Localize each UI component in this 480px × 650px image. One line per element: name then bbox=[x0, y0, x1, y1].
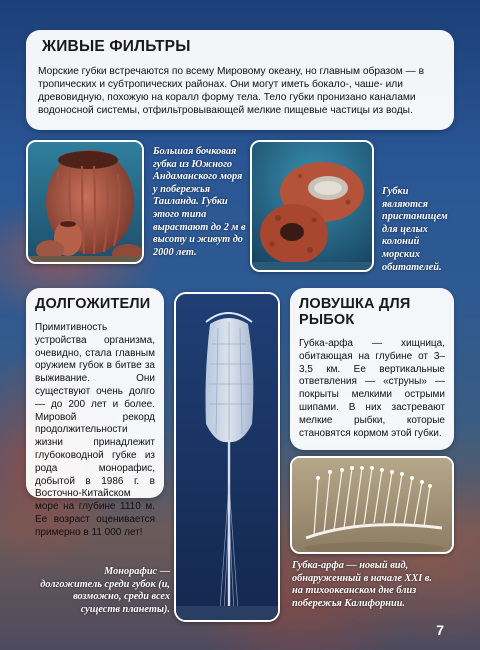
intro-box bbox=[26, 30, 454, 130]
longevity-text: Примитивность устройства организма, очевидно, стала главным оружием губок в битве за выживание. Они существуют очень долго — до 200 лет и более. Мировой рекорд продолжительности жизни принадлежит глубоководной губке из рода монорафис, добытой в 1986 г. в Восточно-Китайском море на глубине 1110 м. Ее возраст оценивается примерно в 11 000 лет! bbox=[35, 322, 155, 538]
intro-text: Морские губки встречаются по всему Мировому океану, но главным образом — в тропических и субтропических районах. Они могут иметь бокало-, чаше- или древовидную, похожую на коралл форму тела. Тело губки пронизано каналами водоносной системы, отфильтровывающей мелкие пищевые частицы из воды. bbox=[38, 66, 425, 116]
trap-box bbox=[290, 288, 454, 450]
intro-heading: ЖИВЫЕ ФИЛЬТРЫ bbox=[42, 38, 191, 55]
barrel-sponge-photo bbox=[26, 140, 144, 264]
barrel-sponge-image bbox=[28, 142, 144, 264]
harp-sponge-photo bbox=[290, 456, 454, 554]
monorhaphis-caption: Монорафис — долгожитель среди губок (и, возможно, среди всех существ планеты). bbox=[40, 566, 170, 615]
harp-sponge-caption: Губка-арфа — новый вид, обнаруженный в начале XXI в. на тихоокеанском дне близ побережья Калифорнии. bbox=[292, 560, 432, 609]
longevity-heading: ДОЛГОЖИТЕЛИ bbox=[35, 296, 151, 312]
longevity-box bbox=[26, 288, 164, 538]
shelter-caption: Губки являются пристанищем для целых колоний морских обитателей. bbox=[382, 186, 448, 273]
barrel-sponge-caption: Большая бочковая губка из Южного Андаманского моря у побережья Таиланда. Губки этого типа вырастают до 2 м в высоту и живут до 2000 лет. bbox=[153, 146, 246, 258]
harp-sponge-image bbox=[292, 458, 454, 554]
shelter-sponge-photo bbox=[250, 140, 374, 272]
monorhaphis-image bbox=[176, 294, 280, 622]
monorhaphis-photo bbox=[174, 292, 280, 622]
trap-heading: ЛОВУШКА ДЛЯ РЫБОК bbox=[299, 296, 411, 328]
page-number: 7 bbox=[436, 622, 444, 638]
shelter-sponge-image bbox=[252, 142, 374, 272]
trap-text: Губка-арфа — хищница, обитающая на глубине от 3–3,5 км. Ее вертикальные ответвления — «струны» — покрыты мелкими острыми шипами. В них застревают мелкие рыбки, которые становятся кормом этой губки. bbox=[299, 338, 445, 439]
